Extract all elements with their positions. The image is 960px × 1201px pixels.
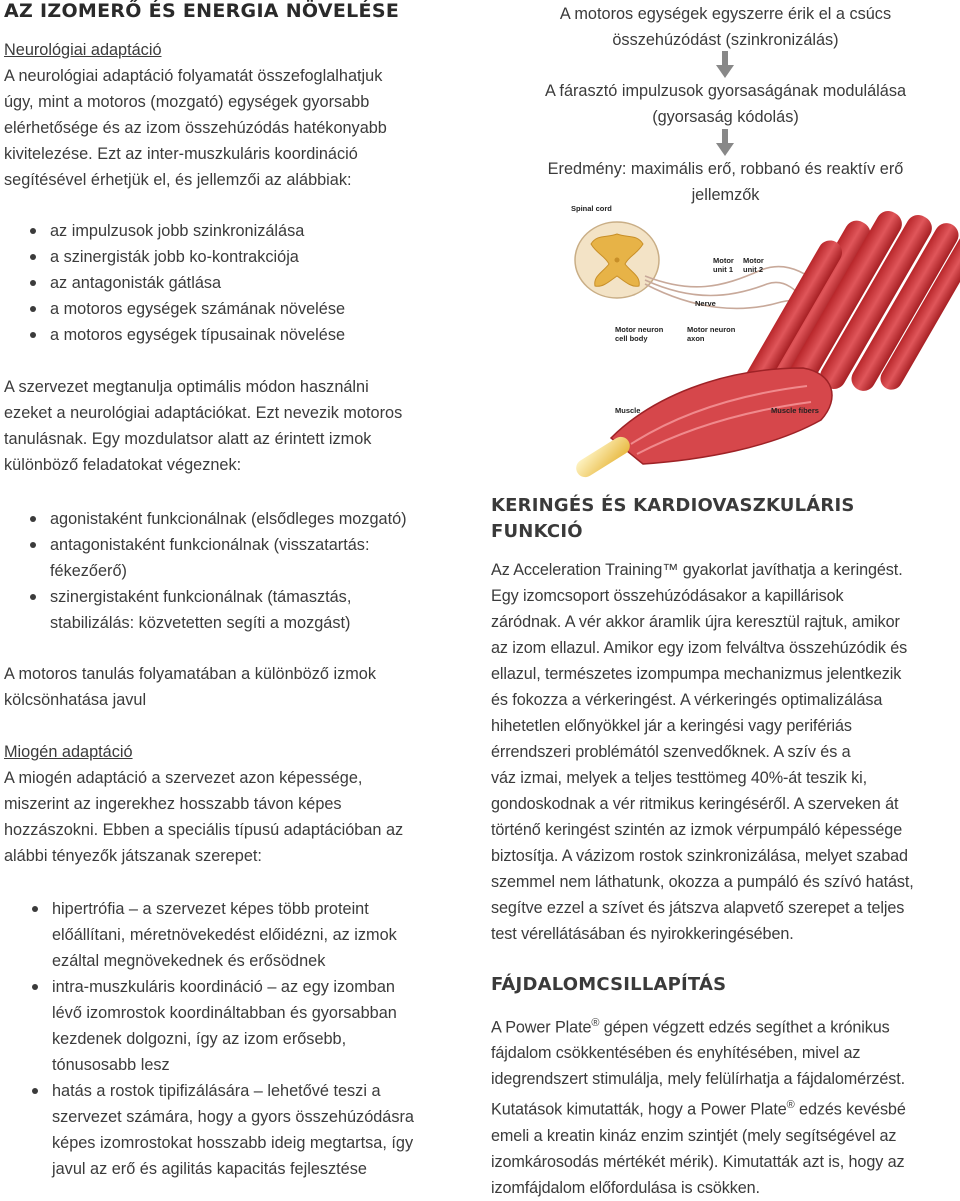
text-line: úgy, mint a motoros (mozgató) egységek gyorsabb (4, 93, 370, 111)
label-line: Motor neuron (687, 325, 736, 334)
neuro-paragraph (4, 63, 387, 193)
text-line: tónusosabb lesz (52, 1056, 170, 1074)
motor-learning-paragraph (4, 374, 402, 478)
flow-step-2 (491, 78, 960, 130)
label-line: unit 2 (743, 265, 763, 274)
text-line: test vérellátásában és nyirokkeringésében. (491, 925, 794, 943)
label-line: Motor neuron (615, 325, 664, 334)
text-line: alábbi tényezők játszanak szerepet: (4, 847, 262, 865)
text-line: Az Acceleration Training™ gyakorlat javíthatja a keringést. (491, 561, 903, 579)
text-line: A miogén adaptáció a szervezet azon képessége, (4, 769, 363, 787)
text-line: kivitelezése. Ezt az inter-muszkuláris koordináció (4, 145, 358, 163)
label-line: Motor (713, 256, 734, 265)
text-line: képes izomrostokat hosszabb ideig megtartsa, így (52, 1134, 414, 1152)
text-line: A motoros egységek egyszerre érik el a csúcs (559, 5, 892, 23)
label-muscle: Muscle (615, 406, 641, 415)
registered-mark: ® (786, 1099, 795, 1112)
label-axon (687, 325, 737, 343)
flow-step-1 (491, 1, 960, 53)
text-line: gondoskodnak a vér ritmikus keringéséről. A szerveken át (491, 795, 899, 813)
text-segment: edzés kevésbé (794, 1100, 906, 1119)
label-motor-unit-2 (743, 256, 766, 274)
text-segment: A Power Plate (491, 1018, 592, 1037)
text-line: különböző feladatokat végeznek: (4, 456, 242, 474)
text-line: és fokozza a vérkeringést. A vérkeringés optimalizálása (491, 691, 883, 709)
label-motor-unit-1 (713, 256, 736, 274)
list-item: az antagonisták gátlása (30, 270, 345, 296)
label-line: unit 1 (713, 265, 733, 274)
neuro-heading: Neurológiai adaptáció (4, 41, 162, 59)
text-line: A motoros tanulás folyamatában a különböző izmok (4, 665, 376, 683)
text-line: idegrendszert stimulálja, mely felülírhatja a fájdalomérzést. (491, 1070, 906, 1089)
list-item: az impulzusok jobb szinkronizálása (30, 218, 345, 244)
text-segment: gépen végzett edzés segíthet a krónikus (599, 1018, 890, 1037)
heading-line: FUNKCIÓ (491, 521, 583, 542)
text-line: emeli a kreatin kináz enzim szintjét (mely segítségével az (491, 1126, 897, 1145)
pain-relief-paragraph (491, 1010, 906, 1201)
text-line: lévő izomrostok koordináltabban és gyorsabban (52, 1004, 397, 1022)
text-line: miszerint az ingerekhez hosszabb távon képes (4, 795, 342, 813)
text-line: záródnak. A vér akkor áramlik újra keresztül rajtuk, amikor (491, 613, 900, 631)
label-spinal-cord: Spinal cord (571, 204, 612, 213)
text-line: kölcsönhatása javul (4, 691, 147, 709)
list-item: a motoros egységek típusainak növelése (30, 322, 345, 348)
label-line: cell body (615, 334, 648, 343)
text-line: váz izmai, melyek a teljes testtömeg 40%-át teszik ki, (491, 769, 868, 787)
list-item (32, 896, 414, 974)
circulation-heading (491, 493, 855, 545)
list-item: a motoros egységek számának növelése (30, 296, 345, 322)
text-line: ezáltal megnövekednek és erősödnek (52, 952, 326, 970)
spinal-cord-section (575, 222, 659, 298)
text-line: biztosítja. A vázizom rostok szinkronizálása, melyet szabad (491, 847, 908, 865)
muscle-role-list (30, 506, 407, 636)
label-nerve: Nerve (695, 299, 716, 308)
text-line: izomkárosodás mértékét mérik). Kimutatták azt is, hogy az (491, 1152, 905, 1171)
heading-line: KERINGÉS ÉS KARDIOVASZKULÁRIS (491, 495, 855, 516)
text-line: ezeket a neurológiai adaptációkat. Ezt nevezik motoros (4, 404, 403, 422)
label-line: axon (687, 334, 705, 343)
text-line: jellemzők (691, 186, 760, 204)
circulation-paragraph (491, 557, 914, 947)
motor-unit-illustration (571, 198, 960, 490)
text-line: szemmel nem láthatunk, okozza a pumpáló és szívó hatást, (491, 873, 914, 891)
motor-learning-summary (4, 661, 376, 713)
text-line: szervezet számára, hogy a gyors összehúzódásra (52, 1108, 414, 1126)
label-cell-body (615, 325, 665, 343)
text-line: segítve ezzel a szívet és játszva alapvető szerepet a teljes (491, 899, 905, 917)
text-line: hipertrófia – a szervezet képes több proteint (52, 900, 369, 918)
text-line: antagonistaként funkcionálnak (visszatartás: (50, 536, 370, 554)
myogen-paragraph (4, 765, 403, 869)
text-line: Eredmény: maximális erő, robbanó és reaktív erő (547, 160, 904, 178)
list-item (32, 1078, 414, 1182)
text-line: előállítani, méretnövekedést előidézni, az izmok (52, 926, 397, 944)
text-line: (gyorsaság kódolás) (652, 108, 799, 126)
text-line: A szervezet megtanulja optimális módon használni (4, 378, 369, 396)
muscle-bundle (573, 368, 832, 481)
list-item: a szinergisták jobb ko-kontrakciója (30, 244, 345, 270)
myogen-bullet-list (32, 896, 414, 1182)
pain-relief-heading: FÁJDALOMCSILLAPÍTÁS (491, 974, 727, 995)
list-item (30, 506, 407, 532)
text-line (491, 1010, 906, 1040)
down-arrow-icon (715, 129, 735, 156)
text-line: stabilizálás: közvetetten segíti a mozgást) (50, 614, 351, 632)
text-line: hatás a rostok tipifizálására – lehetővé teszi a (52, 1082, 381, 1100)
text-segment: Kutatások kimutatták, hogy a Power Plate (491, 1100, 787, 1119)
neuro-bullet-list (30, 218, 345, 348)
text-line: hihetetlen előnyökkel jár a keringési vagy perifériás (491, 717, 852, 735)
text-line: hozzászokni. Ebben a speciális típusú adaptációban az (4, 821, 404, 839)
text-line: összehúzódást (szinkronizálás) (612, 31, 839, 49)
myogen-heading: Miogén adaptáció (4, 743, 133, 761)
text-line: agonistaként funkcionálnak (elsődleges mozgató) (50, 510, 407, 528)
text-line: Egy izomcsoport összehúzódásakor a kapillárisok (491, 587, 844, 605)
text-line: érrendszeri problémától szenvedőknek. A szív és a (491, 743, 851, 761)
list-item (30, 532, 407, 584)
text-line: tanulásnak. Egy mozdulatsor alatt az érintett izmok (4, 430, 372, 448)
text-line: ellazul, természetes izompumpa mechanizmus jelentkezik (491, 665, 902, 683)
text-line: A fárasztó impulzusok gyorsaságának modulálása (544, 82, 907, 100)
text-line: javul az erő és agilitás kapacitás fejlesztése (52, 1160, 367, 1178)
list-item (32, 974, 414, 1078)
text-line: A neurológiai adaptáció folyamatát összefoglalhatjuk (4, 67, 383, 85)
text-line: fékezőerő) (50, 562, 127, 580)
text-line (491, 1092, 906, 1122)
text-line: kezdenek dolgozni, így az izom erősebb, (52, 1030, 347, 1048)
text-line: az izom ellazul. Amikor egy izom felváltva összehúzódik és (491, 639, 908, 657)
list-item (30, 584, 407, 636)
text-line: izomfájdalom előfordulása is csökken. (491, 1178, 760, 1197)
label-line: Motor (743, 256, 764, 265)
label-muscle-fibers: Muscle fibers (771, 406, 819, 415)
text-line: történő keringést szintén az izmok vérpumpáló képessége (491, 821, 903, 839)
text-line: segítésével érhetjük el, és jellemzői az alábbiak: (4, 171, 352, 189)
down-arrow-icon (715, 51, 735, 78)
text-line: elérhetősége és az izom összehúzódás hatékonyabb (4, 119, 387, 137)
text-line: intra-muszkuláris koordináció – az egy izomban (52, 978, 395, 996)
text-line: szinergistaként funkcionálnak (támasztás, (50, 588, 352, 606)
page-title: AZ IZOMERŐ ÉS ENERGIA NÖVELÉSE (4, 0, 400, 22)
text-line: fájdalom csökkentésében és enyhítésében, mivel az (491, 1044, 861, 1063)
registered-mark: ® (591, 1017, 600, 1029)
